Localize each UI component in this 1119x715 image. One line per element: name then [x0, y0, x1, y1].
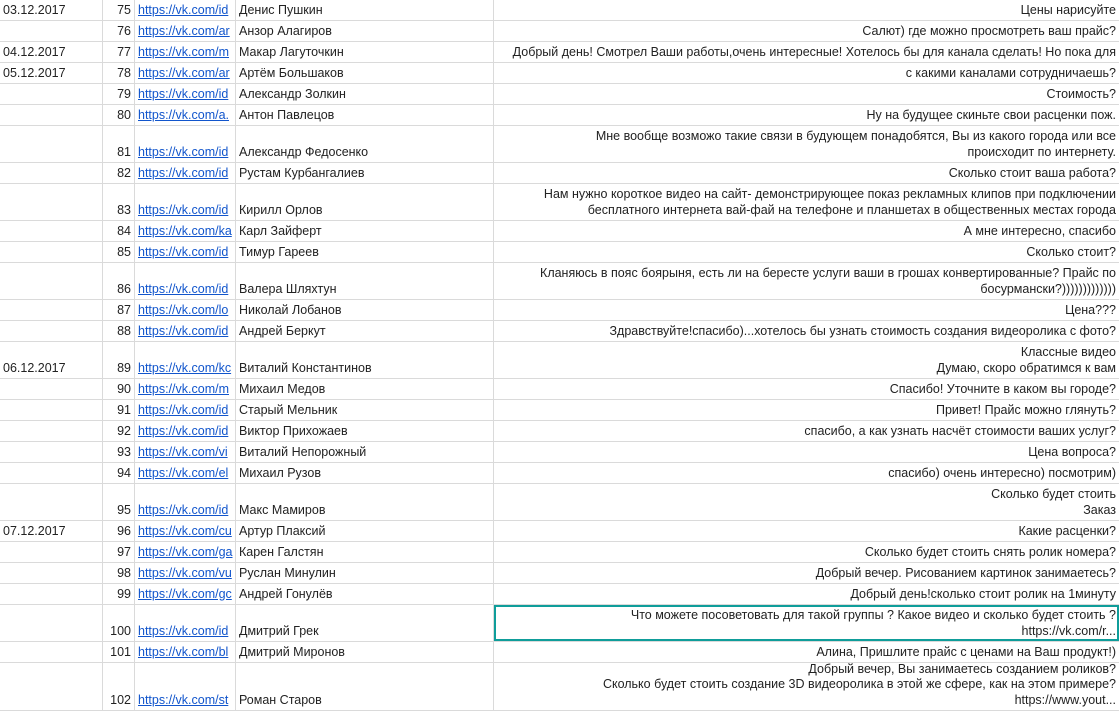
- message-cell[interactable]: [494, 42, 1119, 62]
- name-cell[interactable]: Михаил Рузов: [236, 463, 494, 483]
- table-row: [0, 421, 1119, 442]
- message-line: Алина, Пришлите прайс с ценами на Ваш продукт!): [816, 644, 1116, 659]
- row-number-cell[interactable]: 88: [103, 321, 135, 341]
- message-cell[interactable]: [494, 163, 1119, 183]
- message-cell[interactable]: [494, 263, 1119, 299]
- date-cell[interactable]: [0, 642, 103, 662]
- table-row: [0, 605, 1119, 642]
- message-line: Добрый вечер. Рисованием картинок занимаетесь?: [815, 565, 1116, 580]
- message-cell[interactable]: [494, 484, 1119, 520]
- row-number-cell[interactable]: 95: [103, 484, 135, 520]
- date-cell[interactable]: [0, 321, 103, 341]
- table-row: [0, 263, 1119, 300]
- date-cell[interactable]: [0, 105, 103, 125]
- profile-link-cell[interactable]: https://vk.com/id: [135, 0, 236, 20]
- date-cell[interactable]: [0, 663, 103, 710]
- name-cell[interactable]: Артём Большаков: [236, 63, 494, 83]
- message-cell[interactable]: [494, 421, 1119, 441]
- date-cell[interactable]: [0, 242, 103, 262]
- date-cell[interactable]: [0, 442, 103, 462]
- row-number-cell[interactable]: 76: [103, 21, 135, 41]
- date-cell[interactable]: 06.12.2017: [0, 342, 103, 378]
- row-number-cell[interactable]: 85: [103, 242, 135, 262]
- name-cell[interactable]: Карен Галстян: [236, 542, 494, 562]
- profile-link-cell[interactable]: https://vk.com/gc: [135, 584, 236, 604]
- message-line: А мне интересно, спасибо: [963, 223, 1116, 238]
- date-cell[interactable]: [0, 184, 103, 220]
- message-line: Кланяюсь в пояс боярыня, есть ли на бересте услуги ваши в грошах конвертированные? Прайс по: [540, 266, 1116, 280]
- name-cell[interactable]: Карл Зайферт: [236, 221, 494, 241]
- message-cell[interactable]: [494, 321, 1119, 341]
- name-cell[interactable]: Андрей Гонулёв: [236, 584, 494, 604]
- profile-link-cell[interactable]: https://vk.com/ka: [135, 221, 236, 241]
- date-cell[interactable]: [0, 421, 103, 441]
- message-line: Думаю, скоро обратимся к вам: [936, 360, 1116, 375]
- date-cell[interactable]: [0, 163, 103, 183]
- name-cell[interactable]: Макс Мамиров: [236, 484, 494, 520]
- message-line: Привет! Прайс можно глянуть?: [935, 402, 1116, 417]
- table-row: [0, 563, 1119, 584]
- table-row: [0, 221, 1119, 242]
- name-cell[interactable]: Роман Старов: [236, 663, 494, 710]
- name-cell[interactable]: Виктор Прихожаев: [236, 421, 494, 441]
- table-row: [0, 521, 1119, 542]
- message-cell[interactable]: [494, 63, 1119, 83]
- table-row: [0, 542, 1119, 563]
- message-line: https://www.yout...: [1014, 692, 1116, 707]
- profile-link-cell[interactable]: https://vk.com/el: [135, 463, 236, 483]
- message-cell[interactable]: [494, 563, 1119, 583]
- message-line: Сколько стоит ваша работа?: [948, 165, 1116, 180]
- row-number-cell[interactable]: 79: [103, 84, 135, 104]
- date-cell[interactable]: 07.12.2017: [0, 521, 103, 541]
- message-line: Добрый день! Смотрел Ваши работы,очень интересные! Хотелось бы для канала сделать! Но пока для: [512, 44, 1116, 59]
- message-cell[interactable]: [494, 242, 1119, 262]
- name-cell[interactable]: Макар Лагуточкин: [236, 42, 494, 62]
- message-line: с какими каналами сотрудничаешь?: [905, 65, 1116, 80]
- message-line: Стоимость?: [1046, 86, 1116, 101]
- row-number-cell[interactable]: 77: [103, 42, 135, 62]
- date-cell[interactable]: [0, 84, 103, 104]
- message-line: спасибо) очень интересно) посмотрим): [888, 465, 1116, 480]
- message-line: Сколько стоит?: [1026, 244, 1116, 259]
- table-row: [0, 242, 1119, 263]
- message-cell[interactable]: [494, 442, 1119, 462]
- message-line: Какие расценки?: [1018, 523, 1116, 538]
- table-row: [0, 84, 1119, 105]
- message-cell[interactable]: [494, 21, 1119, 41]
- row-number-cell[interactable]: 84: [103, 221, 135, 241]
- name-cell[interactable]: Александр Федосенко: [236, 126, 494, 162]
- table-row: [0, 663, 1119, 711]
- message-line: Цена???: [1065, 302, 1116, 317]
- table-row: [0, 163, 1119, 184]
- table-row: [0, 463, 1119, 484]
- row-number-cell[interactable]: 93: [103, 442, 135, 462]
- message-line: Здравствуйте!спасибо)...хотелось бы узнать стоимость создания видеоролика с фото?: [609, 323, 1116, 338]
- row-number-cell[interactable]: 86: [103, 263, 135, 299]
- message-line: Заказ: [1083, 502, 1116, 517]
- profile-link-cell[interactable]: https://vk.com/id: [135, 263, 236, 299]
- date-cell[interactable]: [0, 400, 103, 420]
- date-cell[interactable]: [0, 379, 103, 399]
- profile-link-cell[interactable]: https://vk.com/kc: [135, 342, 236, 378]
- row-number-cell[interactable]: 90: [103, 379, 135, 399]
- row-number-cell[interactable]: 100: [103, 605, 135, 641]
- name-cell[interactable]: Александр Золкин: [236, 84, 494, 104]
- date-cell[interactable]: 05.12.2017: [0, 63, 103, 83]
- name-cell[interactable]: Дмитрий Грек: [236, 605, 494, 641]
- date-cell[interactable]: [0, 300, 103, 320]
- message-cell[interactable]: [494, 584, 1119, 604]
- date-cell[interactable]: [0, 21, 103, 41]
- row-number-cell[interactable]: 80: [103, 105, 135, 125]
- name-cell[interactable]: Виталий Константинов: [236, 342, 494, 378]
- profile-link-cell[interactable]: https://vk.com/m: [135, 42, 236, 62]
- profile-link-cell[interactable]: https://vk.com/vi: [135, 442, 236, 462]
- message-line: Салют) где можно просмотреть ваш прайс?: [862, 23, 1116, 38]
- message-line: Что можете посоветовать для такой группы ? Какое видео и сколько будет стоить ?: [630, 608, 1116, 622]
- profile-link-cell[interactable]: https://vk.com/id: [135, 126, 236, 162]
- row-number-cell[interactable]: 99: [103, 584, 135, 604]
- message-line: Мне вообще возможо такие связи в будующем понадобятся, Вы из какого города или все: [595, 129, 1116, 143]
- row-number-cell[interactable]: 89: [103, 342, 135, 378]
- date-cell[interactable]: [0, 484, 103, 520]
- profile-link-cell[interactable]: https://vk.com/id: [135, 242, 236, 262]
- profile-link-cell[interactable]: https://vk.com/id: [135, 321, 236, 341]
- table-row: [0, 642, 1119, 663]
- message-cell[interactable]: [494, 184, 1119, 220]
- row-number-cell[interactable]: 96: [103, 521, 135, 541]
- message-line: Добрый день!сколько стоит ролик на 1минуту: [850, 586, 1116, 601]
- profile-link-cell[interactable]: https://vk.com/id: [135, 484, 236, 520]
- profile-link-cell[interactable]: https://vk.com/id: [135, 605, 236, 641]
- row-number-cell[interactable]: 78: [103, 63, 135, 83]
- message-cell[interactable]: [494, 342, 1119, 378]
- message-cell[interactable]: [494, 126, 1119, 162]
- row-number-cell[interactable]: 98: [103, 563, 135, 583]
- message-line: Сколько будет стоить снять ролик номера?: [864, 544, 1116, 559]
- table-row: [0, 442, 1119, 463]
- message-cell[interactable]: [494, 84, 1119, 104]
- message-line: Спасибо! Уточните в каком вы городе?: [889, 381, 1116, 396]
- date-cell[interactable]: [0, 463, 103, 483]
- name-cell[interactable]: Руслан Минулин: [236, 563, 494, 583]
- message-line: происходит по интернету.: [967, 144, 1116, 159]
- row-number-cell[interactable]: 101: [103, 642, 135, 662]
- profile-link-cell[interactable]: https://vk.com/m: [135, 379, 236, 399]
- name-cell[interactable]: Михаил Медов: [236, 379, 494, 399]
- message-cell[interactable]: [494, 642, 1119, 662]
- table-row: [0, 584, 1119, 605]
- name-cell[interactable]: Валера Шляхтун: [236, 263, 494, 299]
- profile-link-cell[interactable]: https://vk.com/id: [135, 84, 236, 104]
- row-number-cell[interactable]: 94: [103, 463, 135, 483]
- row-number-cell[interactable]: 102: [103, 663, 135, 710]
- date-cell[interactable]: 03.12.2017: [0, 0, 103, 20]
- name-cell[interactable]: Анзор Алагиров: [236, 21, 494, 41]
- message-cell[interactable]: [494, 400, 1119, 420]
- table-row: [0, 63, 1119, 84]
- profile-link-cell[interactable]: https://vk.com/a.: [135, 105, 236, 125]
- profile-link-cell[interactable]: https://vk.com/id: [135, 163, 236, 183]
- message-line: Ну на будущее скиньте свои расценки пож.: [866, 107, 1116, 122]
- profile-link-cell[interactable]: https://vk.com/id: [135, 400, 236, 420]
- date-cell[interactable]: 04.12.2017: [0, 42, 103, 62]
- message-line: босурмански?))))))))))))): [980, 281, 1116, 296]
- row-number-cell[interactable]: 92: [103, 421, 135, 441]
- table-row: [0, 21, 1119, 42]
- date-cell[interactable]: [0, 126, 103, 162]
- message-cell[interactable]: [494, 463, 1119, 483]
- table-row: [0, 300, 1119, 321]
- message-line: Цены нарисуйте: [1020, 2, 1116, 17]
- message-line: https://vk.com/r...: [1021, 623, 1116, 638]
- profile-link-cell[interactable]: https://vk.com/id: [135, 184, 236, 220]
- message-line: Добрый вечер, Вы занимаетесь созданием роликов?: [808, 663, 1116, 676]
- row-number-cell[interactable]: 82: [103, 163, 135, 183]
- table-row: [0, 42, 1119, 63]
- message-line: спасибо, а как узнать насчёт стоимости ваших услуг?: [804, 423, 1116, 438]
- row-number-cell[interactable]: 91: [103, 400, 135, 420]
- table-row: [0, 105, 1119, 126]
- date-cell[interactable]: [0, 221, 103, 241]
- message-cell[interactable]: [494, 379, 1119, 399]
- table-row: [0, 484, 1119, 521]
- profile-link-cell[interactable]: https://vk.com/st: [135, 663, 236, 710]
- row-number-cell[interactable]: 97: [103, 542, 135, 562]
- name-cell[interactable]: Денис Пушкин: [236, 0, 494, 20]
- profile-link-cell[interactable]: https://vk.com/ar: [135, 21, 236, 41]
- table-row: [0, 0, 1119, 21]
- message-cell[interactable]: [494, 542, 1119, 562]
- message-cell[interactable]: [494, 105, 1119, 125]
- name-cell[interactable]: Старый Мельник: [236, 400, 494, 420]
- table-row: [0, 400, 1119, 421]
- row-number-cell[interactable]: 83: [103, 184, 135, 220]
- row-number-cell[interactable]: 87: [103, 300, 135, 320]
- message-cell[interactable]: [494, 300, 1119, 320]
- name-cell[interactable]: Антон Павлецов: [236, 105, 494, 125]
- message-line: Цена вопроса?: [1028, 444, 1116, 459]
- message-line: Нам нужно короткое видео на сайт- демонстрирующее показ рекламных клипов при подключении: [543, 187, 1116, 201]
- profile-link-cell[interactable]: https://vk.com/bl: [135, 642, 236, 662]
- message-cell[interactable]: [494, 605, 1119, 641]
- table-row: [0, 342, 1119, 379]
- message-line: Сколько будет стоить создание 3D видеоролика в этой же сфере, как на этом примере?: [602, 677, 1116, 691]
- date-cell[interactable]: [0, 605, 103, 641]
- message-cell[interactable]: [494, 521, 1119, 541]
- table-row: [0, 184, 1119, 221]
- message-line: бесплатного интернета вай-фай на телефоне и планшетах в общественных местах города: [587, 202, 1116, 217]
- profile-link-cell[interactable]: https://vk.com/ar: [135, 63, 236, 83]
- row-number-cell[interactable]: 75: [103, 0, 135, 20]
- date-cell[interactable]: [0, 542, 103, 562]
- profile-link-cell[interactable]: https://vk.com/lo: [135, 300, 236, 320]
- message-line: Классные видео: [1020, 345, 1116, 359]
- date-cell[interactable]: [0, 584, 103, 604]
- name-cell[interactable]: Артур Плаксий: [236, 521, 494, 541]
- profile-link-cell[interactable]: https://vk.com/ga: [135, 542, 236, 562]
- name-cell[interactable]: Дмитрий Миронов: [236, 642, 494, 662]
- row-number-cell[interactable]: 81: [103, 126, 135, 162]
- name-cell[interactable]: Виталий Непорожный: [236, 442, 494, 462]
- date-cell[interactable]: [0, 563, 103, 583]
- name-cell[interactable]: Тимур Гареев: [236, 242, 494, 262]
- name-cell[interactable]: Николай Лобанов: [236, 300, 494, 320]
- table-row: [0, 126, 1119, 163]
- message-cell[interactable]: [494, 0, 1119, 20]
- profile-link-cell[interactable]: https://vk.com/id: [135, 421, 236, 441]
- name-cell[interactable]: Андрей Беркут: [236, 321, 494, 341]
- date-cell[interactable]: [0, 263, 103, 299]
- profile-link-cell[interactable]: https://vk.com/cu: [135, 521, 236, 541]
- table-row: [0, 321, 1119, 342]
- profile-link-cell[interactable]: https://vk.com/vu: [135, 563, 236, 583]
- name-cell[interactable]: Кирилл Орлов: [236, 184, 494, 220]
- message-cell[interactable]: [494, 221, 1119, 241]
- table-row: [0, 379, 1119, 400]
- message-cell[interactable]: [494, 663, 1119, 710]
- message-line: Сколько будет стоить: [991, 487, 1116, 501]
- name-cell[interactable]: Рустам Курбангалиев: [236, 163, 494, 183]
